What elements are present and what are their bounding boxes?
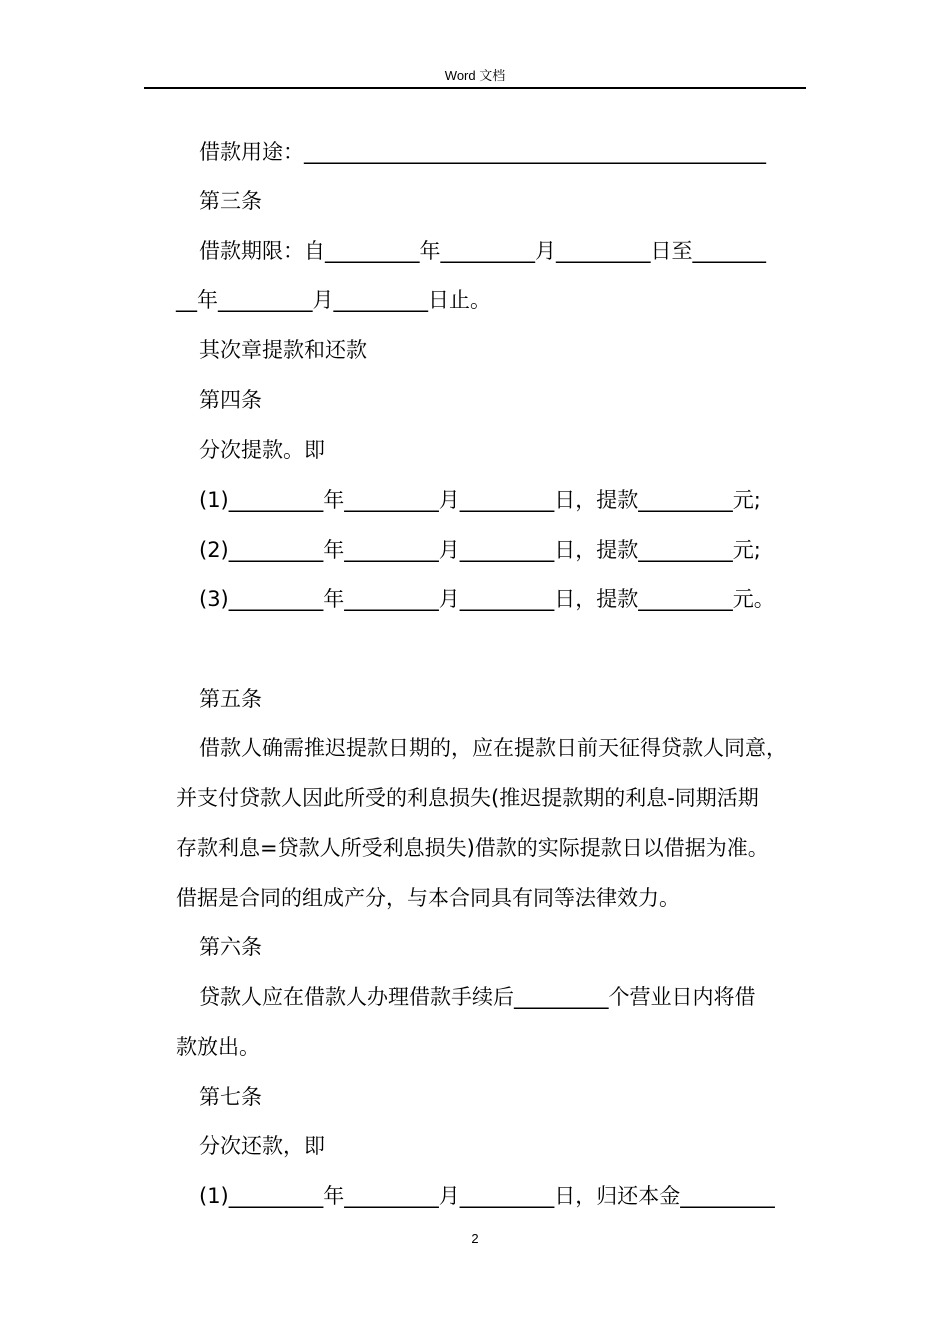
text-line-chapter-2: 其次章提款和还款 [199,338,367,362]
header-divider [144,87,806,89]
text-line-article-5-p2: 并支付贷款人因此所受的利息损失(推迟提款期的利息-同期活期 [176,786,759,810]
text-line-loan-term-cont: __年_________月_________日止。 [176,288,491,312]
text-line-article-3: 第三条 [199,189,262,213]
text-line-article-5-p4: 借据是合同的组成产分，与本合同具有同等法律效力。 [176,886,680,910]
text-line-draw-2: (2)_________年_________月_________日，提款_________元; [199,538,761,562]
page-header-title: Word 文档 [444,68,506,83]
text-line-repay-1: (1)_________年_________月_________日，归还本金_________ [199,1184,775,1208]
text-line-draw-3: (3)_________年_________月_________日，提款_________元。 [199,587,775,611]
text-line-article-5-p1: 借款人确需推迟提款日期的，应在提款日前天征得贷款人同意， [199,736,787,760]
text-line-article-6: 第六条 [199,935,262,959]
text-line-article-5: 第五条 [199,687,262,711]
text-line-installment-repay: 分次还款，即 [199,1134,325,1158]
text-line-article-7: 第七条 [199,1085,262,1109]
text-line-installment-draw: 分次提款。即 [199,438,325,462]
text-line-article-5-p3: 存款利息=贷款人所受利息损失)借款的实际提款日以借据为准。 [176,836,769,860]
page-number: 2 [471,1231,479,1246]
text-line-article-6-p1: 贷款人应在借款人办理借款手续后_________个营业日内将借 [199,985,756,1009]
text-line-draw-1: (1)_________年_________月_________日，提款_________元; [199,488,761,512]
text-line-article-4: 第四条 [199,388,262,412]
text-line-article-6-p2: 款放出。 [176,1035,260,1059]
text-line-loan-purpose: 借款用途：____________________________________________ [199,140,766,164]
text-line-loan-term: 借款期限：自_________年_________月_________日至_______ [199,239,766,263]
